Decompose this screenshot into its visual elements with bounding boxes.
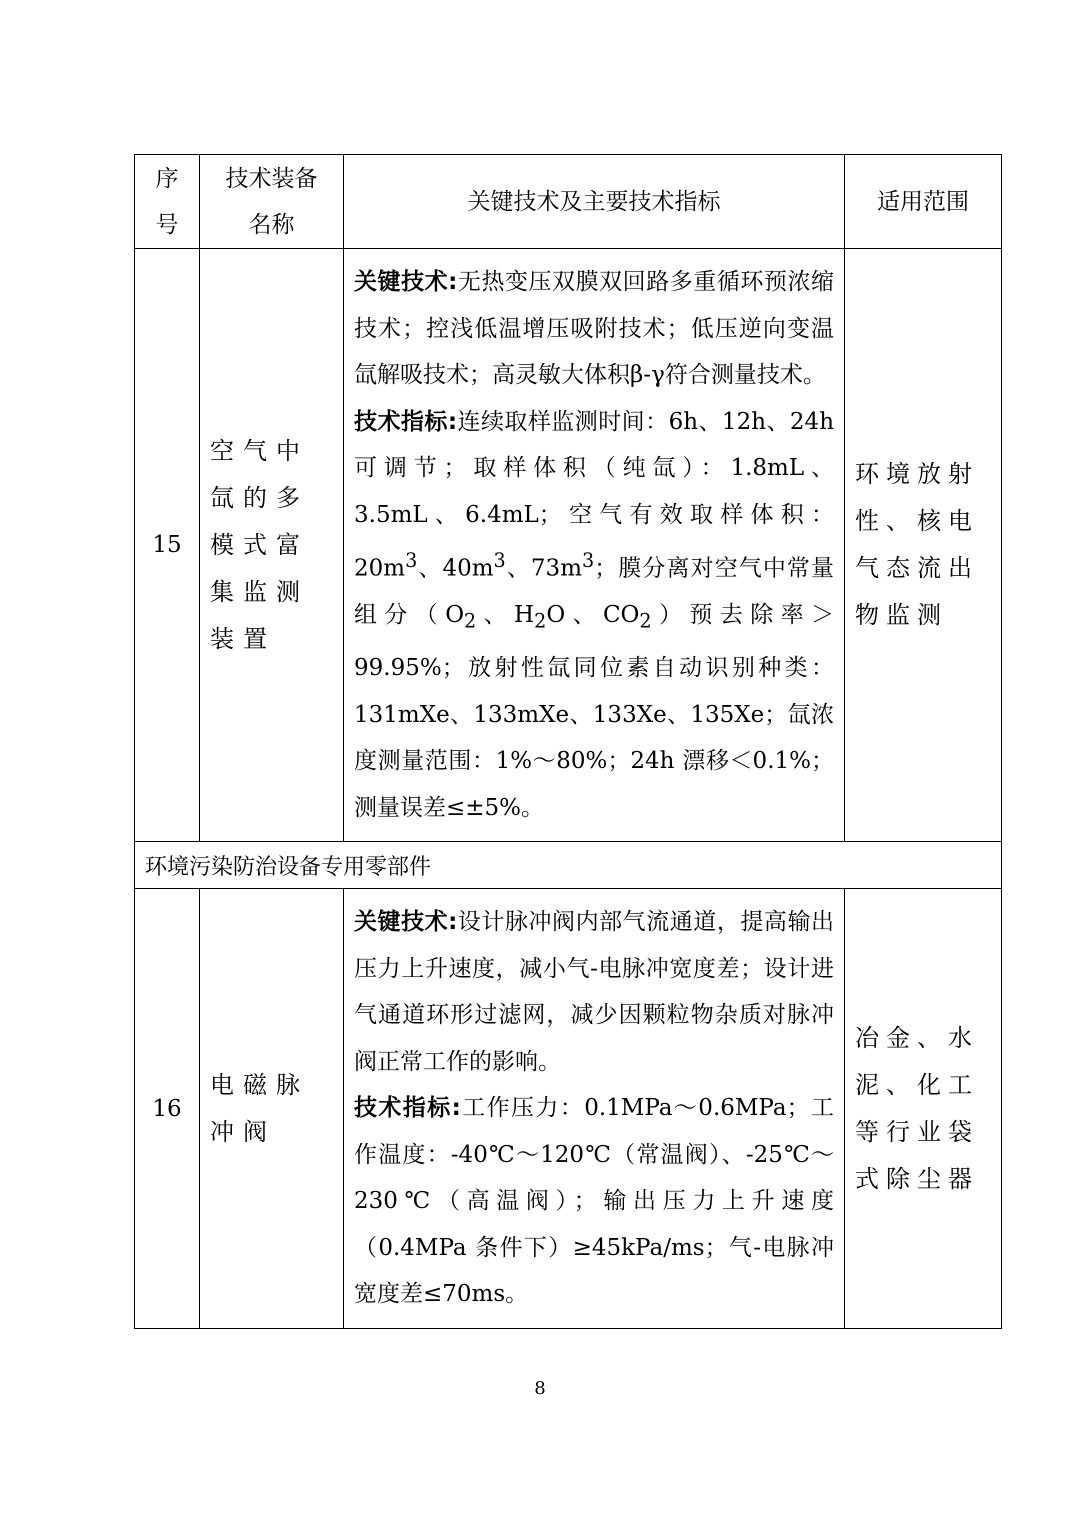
row15-key-text: 无热变压双膜双回路多重循环预浓缩技术；控浅低温增压吸附技术；低压逆向变温氙解吸技术；高灵敏大体积β-γ符合测量技术。 — [354, 269, 834, 388]
row15-ind-text-1: 连续取样监测时间：6h、12h、24h 可调节；取样体积（纯氙）：1.8mL、3.5mL、6.4mL；空气有效取样体积：20m — [354, 408, 835, 582]
table-row-15 — [135, 249, 1002, 842]
row15-name: 空气中氙的多模式富集监测装置 — [200, 249, 344, 842]
header-name — [200, 155, 344, 249]
row16-name: 电磁脉冲阀 — [200, 889, 344, 1329]
row16-indicators — [354, 1085, 834, 1318]
row15-sup-2: 3 — [493, 549, 506, 572]
row15-indicators — [354, 399, 834, 832]
row15-seq: 15 — [135, 249, 200, 842]
row16-key-tech — [354, 899, 834, 1085]
row16-ind-label: 技术指标: — [354, 1095, 461, 1122]
row15-ind-label: 技术指标: — [354, 408, 458, 435]
row16-key-text: 设计脉冲阀内部气流通道，提高输出压力上升速度，减小气-电脉冲宽度差；设计进气通道环形过滤网，减少因颗粒物杂质对脉冲阀正常工作的影响。 — [354, 909, 834, 1075]
header-name-line1: 技术装备 — [225, 165, 318, 192]
section-row — [135, 842, 1002, 889]
row15-scope: 环境放射性、核电气态流出物监测 — [845, 249, 1002, 842]
table-header-row — [135, 155, 1002, 249]
row15-ind-text-4: ；膜分离对空气中常量组分（O — [354, 555, 835, 629]
header-name-line2: 名称 — [248, 211, 295, 238]
row15-key-tech — [354, 259, 834, 399]
row15-ind-text-2: 、40m — [417, 555, 494, 582]
row15-ind-text-7: ）预去除率＞99.95%；放射性氙同位素自动识别种类：131mXe、133mXe、133Xe、135Xe；氙浓度测量范围：1%～80%；24h 漂移＜0.1%；测量误差≤±5%。 — [354, 602, 835, 821]
technology-table — [134, 154, 1002, 1329]
row15-sub-3: 2 — [639, 609, 652, 633]
row16-scope: 冶金、水泥、化工等行业袋式除尘器 — [845, 889, 1002, 1329]
table-row-16 — [135, 889, 1002, 1329]
row15-sup-1: 3 — [405, 549, 418, 572]
row15-sub-1: 2 — [464, 609, 477, 633]
row15-sup-3: 3 — [582, 549, 595, 572]
header-key: 关键技术及主要技术指标 — [344, 155, 845, 249]
row15-ind-text-5: 、H — [476, 602, 535, 629]
header-scope: 适用范围 — [845, 155, 1002, 249]
header-seq — [135, 155, 200, 249]
row16-key-label: 关键技术: — [354, 909, 458, 936]
page-number: 8 — [534, 1378, 546, 1399]
row16-seq: 16 — [135, 889, 200, 1329]
row15-ind-text-6: O、CO — [546, 602, 640, 629]
header-seq-line2: 号 — [155, 211, 179, 238]
section-title: 环境污染防治设备专用零部件 — [135, 842, 1002, 889]
row15-sub-2: 2 — [534, 609, 547, 633]
header-seq-line1: 序 — [155, 165, 179, 192]
row16-content — [344, 889, 845, 1329]
row16-ind-text: 工作压力：0.1MPa～0.6MPa；工作温度：-40℃～120℃（常温阀）、-25℃～230℃（高温阀）；输出压力上升速度（0.4MPa 条件下）≥45kPa/ms；气-电脉冲宽度差≤70ms。 — [354, 1095, 834, 1308]
row15-key-label: 关键技术: — [354, 269, 458, 295]
row15-content — [344, 249, 845, 842]
row15-ind-text-3: 、73m — [505, 555, 583, 582]
